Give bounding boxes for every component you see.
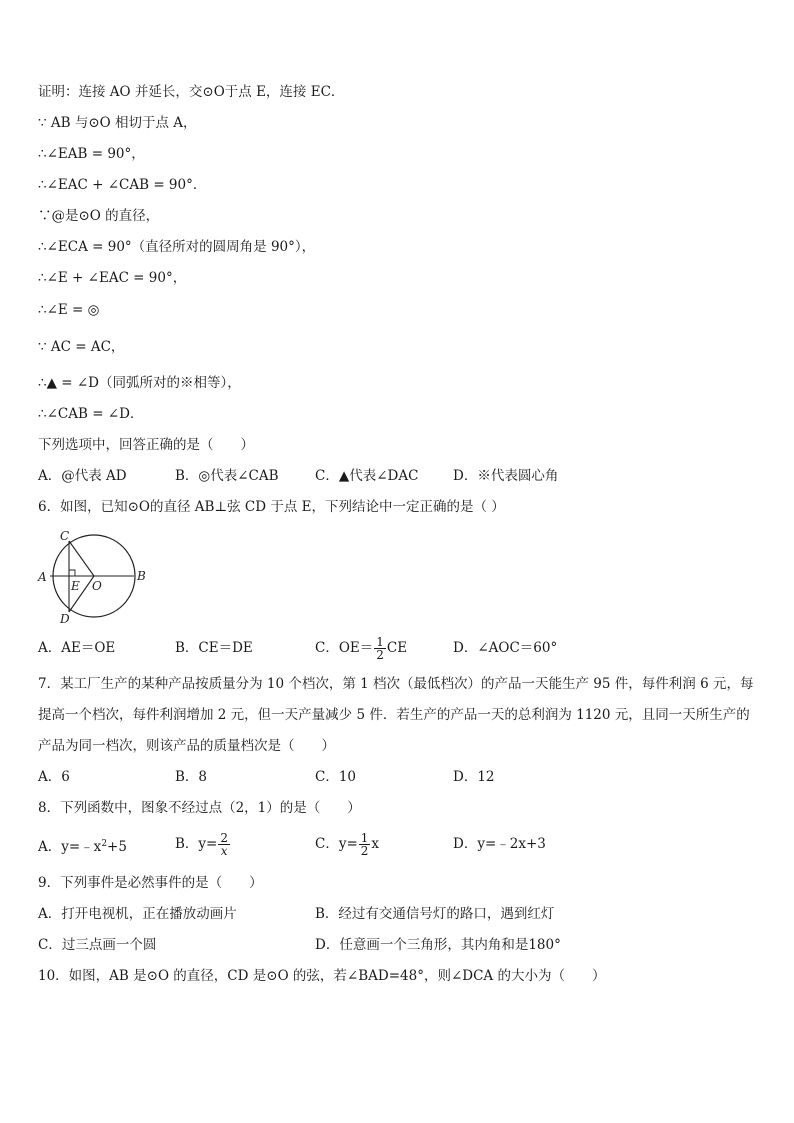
q7-stem-line-3: 产品为同一档次，则该产品的质量档次是（ ） [38,738,335,754]
q8-c-fraction [359,832,371,857]
label-o: O [92,579,102,593]
q5-option-c[interactable]: C．▲代表∠DAC [315,468,419,484]
q8-c-denominator: 2 [360,844,369,858]
q6-c-fraction [374,636,386,661]
q9-option-c[interactable]: C．过三点画一个圆 [38,937,157,953]
proof-line-6: ∴∠ECA = 90°（直径所对的圆周角是 90°）， [38,239,316,255]
proof-line-3: ∴∠EAB = 90°， [38,146,145,162]
q6-stem: 6．如图，已知⊙O的直径 AB⊥弦 CD 于点 E，下列结论中一定正确的是（ ） [38,499,505,515]
q6-option-c[interactable] [315,630,407,666]
q9-option-b[interactable]: B．经过有交通信号灯的路口，遇到红灯 [315,906,555,922]
q6-c-denominator: 2 [376,648,384,662]
q5-option-b[interactable]: B．◎代表∠CAB [175,468,279,484]
label-e: E [71,579,80,593]
q8-b-numerator: 2 [220,831,228,845]
q7-option-c[interactable]: C．10 [315,769,357,785]
q6-circle-figure [34,528,152,624]
circle-diagram [34,528,152,624]
q8-option-b[interactable] [175,826,231,862]
q8-b-prefix: B．y= [175,836,218,852]
q6-c-numerator: 1 [376,635,384,649]
q6-option-d[interactable]: D．∠AOC＝60° [453,640,558,656]
q8-option-c[interactable] [315,826,379,862]
proof-line-1: 证明：连接 AO 并延长，交⊙O于点 E，连接 EC． [38,84,345,100]
proof-line-5: ∵@是⊙O 的直径， [38,208,160,224]
q7-option-a[interactable]: A．6 [38,769,70,785]
q8-b-denominator: x [220,844,228,858]
proof-line-9: ∵ AC = AC， [38,339,125,355]
q8-option-d[interactable]: D．y=﹣2x+3 [453,836,546,852]
q8-a-prefix: A．y=﹣x [38,839,102,855]
q8-c-prefix: C．y= [315,836,358,852]
q5-option-a[interactable]: A．@代表 AD [38,468,127,484]
question-prompt: 下列选项中，回答正确的是（ ） [38,437,254,453]
q8-c-numerator: 1 [360,831,369,845]
right-angle-mark [69,570,75,576]
proof-line-10: ∴▲ = ∠D（同弧所对的※相等）， [38,375,241,391]
proof-line-8: ∴∠E = ◎ [38,302,100,318]
q7-stem-line-1: 7．某工厂生产的某种产品按质量分为 10 个档次，第 1 档次（最低档次）的产品一天能生产 95 件，每件利润 6 元，每 [38,676,754,692]
q7-option-b[interactable]: B．8 [175,769,208,785]
q9-option-a[interactable]: A．打开电视机，正在播放动画片 [38,906,237,922]
label-b: B [137,569,146,583]
proof-line-11: ∴∠CAB = ∠D． [38,406,144,422]
q6-c-prefix: C．OE＝ [315,640,374,656]
label-c: C [60,529,70,543]
q8-c-suffix: x [371,836,380,852]
label-a: A [38,570,47,584]
q10-stem: 10．如图，AB 是⊙O 的直径，CD 是⊙O 的弦，若∠BAD=48°，则∠DCA 的大小为（ ） [38,968,606,984]
label-d: D [60,612,70,624]
q6-c-suffix: CE [386,640,408,656]
q8-b-fraction [218,832,230,857]
q8-stem: 8．下列函数中，图象不经过点（2，1）的是（ ） [38,800,361,816]
proof-line-2: ∵ AB 与⊙O 相切于点 A， [38,115,197,131]
q5-option-d[interactable]: D．※代表圆心角 [453,468,559,484]
q6-option-a[interactable]: A．AE＝OE [38,640,116,656]
q9-stem: 9．下列事件是必然事件的是（ ） [38,875,263,891]
proof-line-7: ∴∠E + ∠EAC = 90°， [38,270,187,286]
q7-option-d[interactable]: D．12 [453,769,495,785]
q6-option-b[interactable]: B．CE＝DE [175,640,253,656]
segment-co [69,541,94,576]
q8-a-exponent: 2 [101,839,108,849]
q7-stem-line-2: 提高一个档次，每件利润增加 2 元，但一天产量减少 5 件．若生产的产品一天的总利润为 1120 元，且同一天所生产的 [38,707,750,723]
q8-a-suffix: +5 [107,839,127,855]
q8-option-a[interactable] [38,834,127,857]
q9-option-d[interactable]: D．任意画一个三角形，其内角和是180° [315,937,561,953]
proof-line-4: ∴∠EAC + ∠CAB = 90°． [38,177,207,193]
